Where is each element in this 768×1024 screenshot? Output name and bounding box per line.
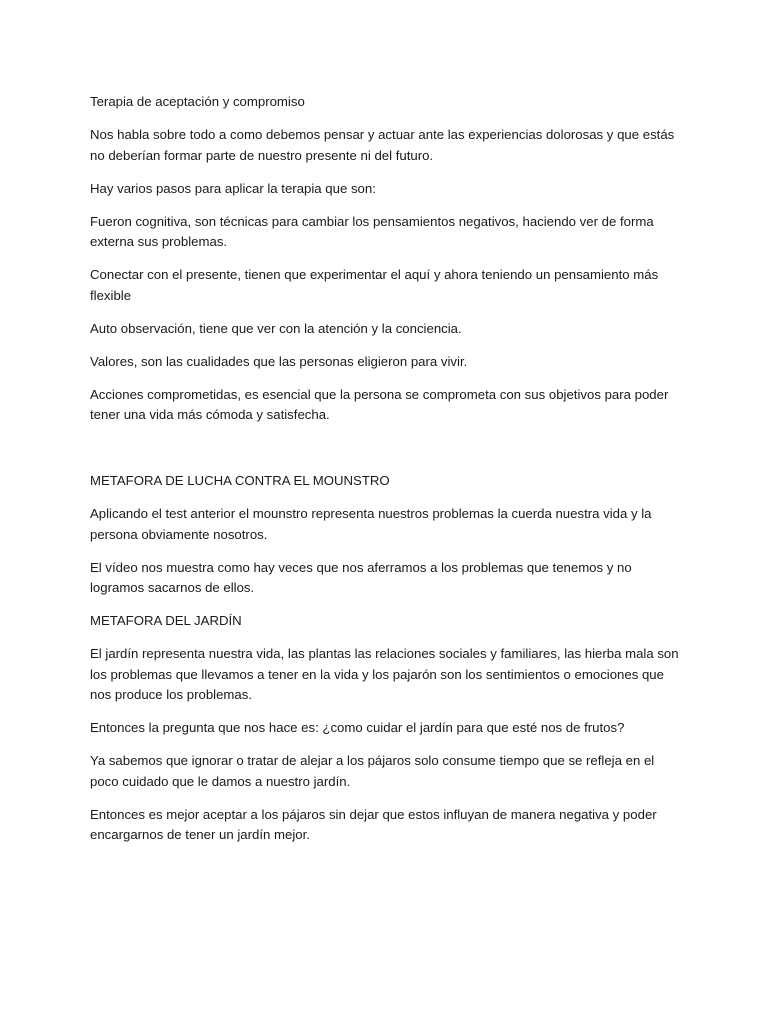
- section-title-jardin: METAFORA DEL JARDÍN: [90, 613, 242, 628]
- paragraph-acciones: Acciones comprometidas, es esencial que la persona se comprometa con sus objetivos para poder tener una vida más cómoda y satisfecha.: [90, 386, 669, 422]
- document-body: [90, 92, 686, 858]
- blank-line: [90, 438, 686, 459]
- paragraph-pregunta: Entonces la pregunta que nos hace es: ¿como cuidar el jardín para que esté nos de frutos?: [90, 720, 625, 735]
- paragraph-fusion-cognitiva: Fueron cognitiva, son técnicas para cambiar los pensamientos negativos, haciendo ver de forma externa sus problemas.: [90, 213, 654, 249]
- paragraph-video: El vídeo nos muestra como hay veces que nos aferramos a los problemas que tenemos y no logramos sacarnos de ellos.: [90, 559, 632, 595]
- paragraph-jardin: El jardín representa nuestra vida, las plantas las relaciones sociales y familiares, las hierba mala son los problemas que llevamos a tener en la vida y los pajarón son los sentimientos o emociones que nos produce los problemas.: [90, 646, 679, 702]
- paragraph-conclusion: Entonces es mejor aceptar a los pájaros sin dejar que estos influyan de manera negativa y poder encargarnos de tener un jardín mejor.: [90, 806, 657, 842]
- paragraph-pajaros: Ya sabemos que ignorar o tratar de alejar a los pájaros solo consume tiempo que se refleja en el poco cuidado que le damos a nuestro jardín.: [90, 753, 655, 789]
- section-title-terapia: Terapia de aceptación y compromiso: [90, 94, 305, 109]
- paragraph-auto-observacion: Auto observación, tiene que ver con la atención y la conciencia.: [90, 320, 462, 336]
- paragraph-valores: Valores, son las cualidades que las personas eligieron para vivir.: [90, 353, 468, 369]
- paragraph-mounstro: Aplicando el test anterior el mounstro representa nuestros problemas la cuerda nuestra vida y la persona obviamente nosotros.: [90, 506, 652, 542]
- paragraph-conectar-presente: Conectar con el presente, tienen que experimentar el aquí y ahora teniendo un pensamiento más flexible: [90, 267, 659, 303]
- section-title-mounstro: METAFORA DE LUCHA CONTRA EL MOUNSTRO: [90, 473, 390, 488]
- paragraph-intro: Nos habla sobre todo a como debemos pensar y actuar ante las experiencias dolorosas y que estás no deberían formar parte de nuestro presente ni del futuro.: [90, 127, 675, 163]
- paragraph-pasos: Hay varios pasos para aplicar la terapia que son:: [90, 180, 376, 196]
